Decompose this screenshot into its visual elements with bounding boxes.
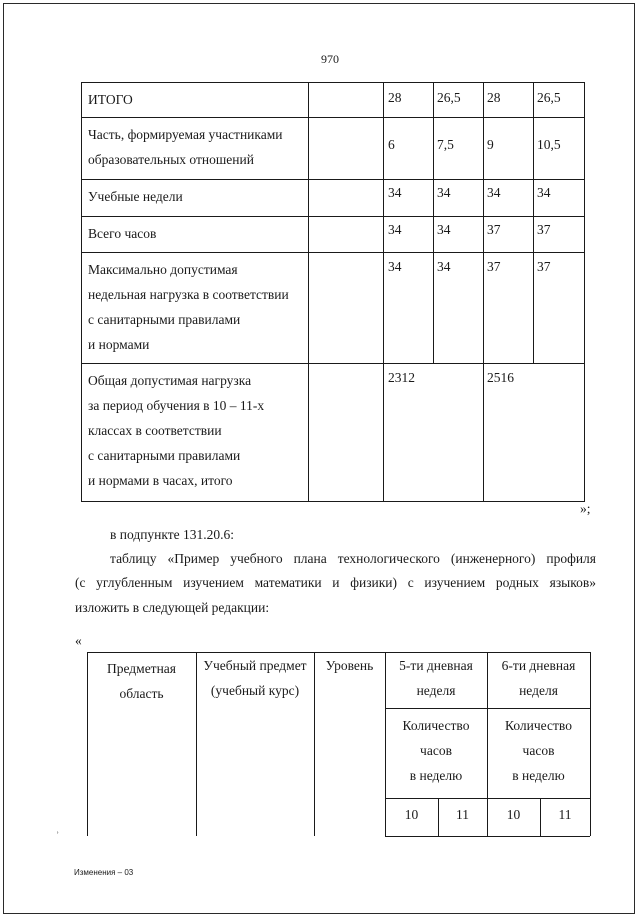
table-cell: 34 [437,222,451,237]
grade-header: 11 [456,807,469,822]
table-cell: 34 [388,185,402,200]
header-five-day-week: 5-ти дневная неделя [399,658,473,698]
table-cell: 2312 [388,370,415,385]
table-cell: 37 [537,222,551,237]
grade-header: 10 [404,807,419,822]
header-subject-area: Предметная область [106,661,177,701]
table-cell: 26,5 [437,90,461,105]
table-cell: 37 [487,222,501,237]
subpoint-text: в подпункте 131.20.6: [110,527,235,542]
table-row-label: Учебные недели [88,189,183,204]
table-cell: 28 [487,90,501,105]
header-subject: Учебный предмет (учебный курс) [203,658,307,698]
table-cell: 26,5 [537,90,561,105]
table-row-label: Часть, формируемая участниками образовательных отношений [88,127,283,167]
table-cell: 34 [437,185,451,200]
open-quote: « [75,633,82,648]
table-cell: 37 [487,259,501,274]
table-row-label: ИТОГО [88,92,133,107]
table-cell: 6 [388,137,395,152]
header-level: Уровень [325,658,374,673]
footer-revision: Изменения – 03 [74,868,134,877]
hours-table [81,82,585,502]
closing-quote: »; [580,501,591,516]
scan-speck: ˒ [56,826,60,837]
table-cell: 34 [388,222,402,237]
table-cell: 2516 [487,370,514,385]
table-row-label: Общая допустимая нагрузка за период обучения в 10 – 11-х классах в соответствии с санитарными правилами и нормами в часах, итого [88,373,265,488]
table-cell: 34 [388,259,402,274]
table-cell: 34 [437,259,451,274]
paragraph-line: таблицу «Пример учебного плана технологического (инженерного) профиля [110,551,596,566]
table-cell: 34 [487,185,501,200]
curriculum-table-header [87,652,590,836]
table-cell: 34 [537,185,551,200]
paragraph-line: (с углубленным изучением математики и физики) с изучением родных языков» [75,575,596,590]
page-number: 970 [321,52,339,66]
table-row-label: Всего часов [88,226,157,241]
header-hours-per-week-5: Количество часов в неделю [402,718,470,783]
grade-header: 11 [558,807,572,822]
table-cell: 9 [487,137,494,152]
header-six-day-week: 6-ти дневная неделя [501,658,576,698]
table-row-label: Максимально допустимая недельная нагрузка в соответствии с санитарными правилами и нормами [88,262,289,352]
table-cell: 37 [537,259,551,274]
table-cell: 10,5 [537,137,561,152]
table-cell: 28 [388,90,402,105]
paragraph-line: изложить в следующей редакции: [75,600,270,615]
header-hours-per-week-6: Количество часов в неделю [505,718,572,783]
table-cell: 7,5 [437,137,454,152]
grade-header: 10 [506,807,521,822]
